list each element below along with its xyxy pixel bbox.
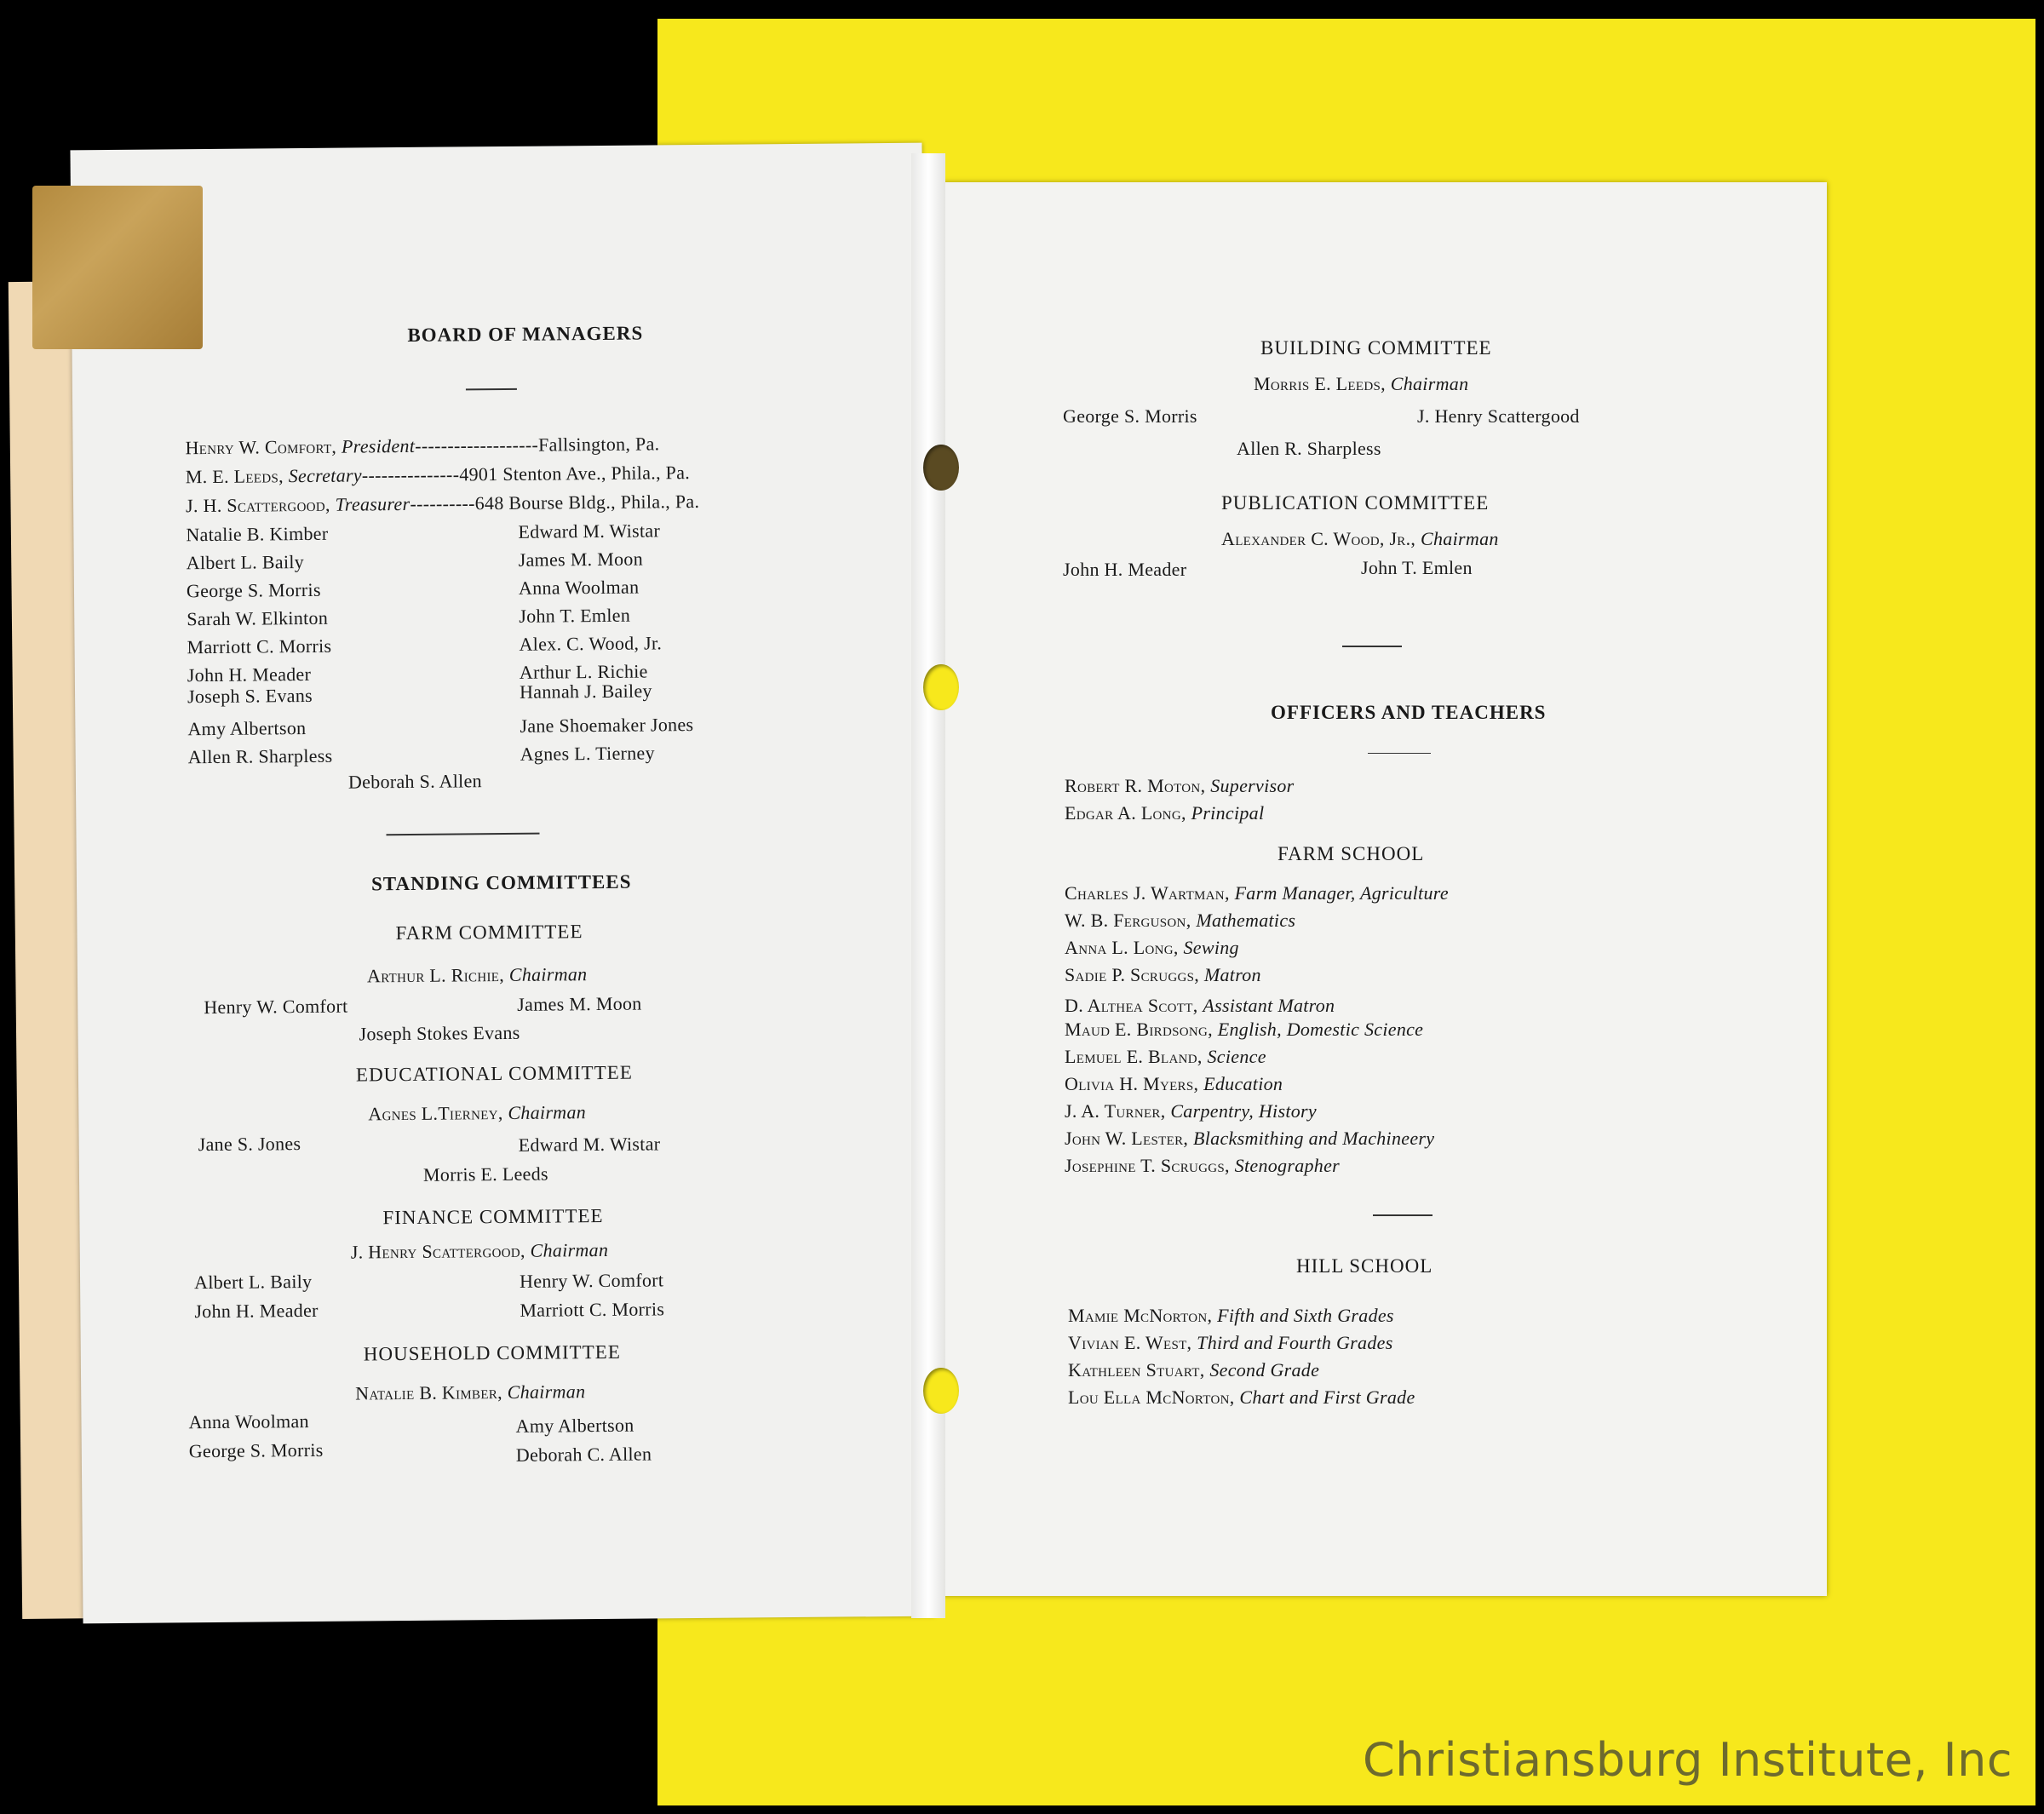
staff-entry: Lou Ella McNorton, Chart and First Grade <box>1068 1386 1415 1408</box>
staff-entry: Charles J. Wartman, Farm Manager, Agriculture <box>1065 882 1449 904</box>
member-name: Anna Woolman <box>518 576 640 599</box>
right-page <box>928 182 1827 1596</box>
committee-title: BUILDING COMMITTEE <box>1260 337 1492 359</box>
member-name: Alex. C. Wood, Jr. <box>519 632 663 655</box>
watermark: Christiansburg Institute, Inc <box>1363 1733 2013 1787</box>
committee-member: Albert L. Baily <box>193 1270 313 1294</box>
officers-title: OFFICERS AND TEACHERS <box>1271 702 1547 723</box>
officer-row: M. E. Leeds, Secretary---------------4901 Stenton Ave., Phila., Pa. <box>185 462 691 488</box>
staff-entry: Anna L. Long, Sewing <box>1065 937 1239 958</box>
binding-hole <box>923 664 959 710</box>
committee-member: Henry W. Comfort <box>204 995 348 1019</box>
committee-member: J. Henry Scattergood <box>1417 405 1580 427</box>
member-name: Natalie B. Kimber <box>186 522 329 546</box>
committee-member: James M. Moon <box>517 992 642 1015</box>
staff-entry: J. A. Turner, Carpentry, History <box>1065 1100 1317 1122</box>
member-name: Deborah S. Allen <box>347 770 483 793</box>
committee-chair: Morris E. Leeds, Chairman <box>1254 373 1469 394</box>
member-name: Sarah W. Elkinton <box>187 606 329 630</box>
committee-title: PUBLICATION COMMITTEE <box>1221 492 1490 514</box>
officer-row: Henry W. Comfort, President-------------------Fallsington, Pa. <box>185 433 660 459</box>
officer-entry: Edgar A. Long, Principal <box>1065 802 1265 824</box>
staff-entry: Sadie P. Scruggs, Matron <box>1065 964 1261 985</box>
committee-member: Amy Albertson <box>515 1414 634 1437</box>
member-name: John T. Emlen <box>519 604 631 627</box>
member-name: Arthur L. Richie <box>519 660 648 683</box>
staff-entry: Vivian E. West, Third and Fourth Grades <box>1068 1332 1393 1353</box>
committee-chair: J. Henry Scattergood, Chairman <box>350 1238 609 1263</box>
member-name: John H. Meader <box>187 663 312 686</box>
binding-hole <box>923 445 959 491</box>
section-divider <box>386 833 539 836</box>
committee-member: Joseph Stokes Evans <box>359 1021 520 1045</box>
member-name: Allen R. Sharpless <box>187 744 333 768</box>
committee-member: George S. Morris <box>188 1438 324 1462</box>
tape-tab <box>32 186 203 349</box>
member-name: Jane Shoemaker Jones <box>520 714 694 737</box>
member-name: Hannah J. Bailey <box>519 680 652 703</box>
staff-entry: Olivia H. Myers, Education <box>1065 1073 1283 1094</box>
committee-member: John H. Meader <box>1063 559 1187 580</box>
committee-member: Edward M. Wistar <box>518 1133 661 1156</box>
committee-chair: Alexander C. Wood, Jr., Chairman <box>1221 528 1499 549</box>
board-title: BOARD OF MANAGERS <box>407 322 644 346</box>
committee-title: HOUSEHOLD COMMITTEE <box>363 1340 621 1365</box>
staff-entry: Maud E. Birdsong, English, Domestic Science <box>1065 1019 1424 1040</box>
school-title: FARM SCHOOL <box>1278 843 1425 864</box>
committee-chair: Arthur L. Richie, Chairman <box>366 963 588 987</box>
committee-member: Jane S. Jones <box>198 1133 301 1156</box>
member-name: Albert L. Baily <box>186 551 305 574</box>
committee-title: FINANCE COMMITTEE <box>382 1204 604 1229</box>
committee-title: FARM COMMITTEE <box>395 921 583 944</box>
member-name: Edward M. Wistar <box>518 520 661 542</box>
member-name: George S. Morris <box>186 578 321 602</box>
member-name: Amy Albertson <box>187 717 307 740</box>
committee-member: Deborah C. Allen <box>515 1443 652 1466</box>
staff-entry: Mamie McNorton, Fifth and Sixth Grades <box>1068 1305 1394 1326</box>
committee-member: John T. Emlen <box>1361 557 1473 578</box>
staff-entry: Kathleen Stuart, Second Grade <box>1068 1359 1320 1381</box>
committee-chair: Agnes L.Tierney, Chairman <box>368 1101 587 1125</box>
section-divider <box>1373 1214 1433 1216</box>
staff-entry: Josephine T. Scruggs, Stenographer <box>1065 1155 1341 1176</box>
committee-member: Allen R. Sharpless <box>1237 438 1381 459</box>
binding-hole <box>923 1368 959 1414</box>
staff-entry: W. B. Ferguson, Mathematics <box>1065 910 1296 931</box>
section-divider <box>1342 646 1402 647</box>
officer-entry: Robert R. Moton, Supervisor <box>1065 775 1295 796</box>
committee-member: George S. Morris <box>1063 405 1197 427</box>
staff-entry: Lemuel E. Bland, Science <box>1065 1046 1266 1067</box>
officer-row: J. H. Scattergood, Treasurer----------648 Bourse Bldg., Phila., Pa. <box>186 490 700 517</box>
ornament-rule <box>466 388 517 391</box>
committee-title: EDUCATIONAL COMMITTEE <box>355 1061 633 1086</box>
committee-member: Marriott C. Morris <box>520 1298 665 1321</box>
committee-chair: Natalie B. Kimber, Chairman <box>355 1381 586 1404</box>
member-name: Agnes L. Tierney <box>520 742 655 765</box>
standing-committees-title: STANDING COMMITTEES <box>370 870 632 895</box>
school-title: HILL SCHOOL <box>1296 1255 1433 1277</box>
member-name: James M. Moon <box>518 548 644 571</box>
staff-entry: John W. Lester, Blacksmithing and Machineery <box>1065 1128 1435 1149</box>
member-name: Marriott C. Morris <box>187 634 332 658</box>
committee-member: Henry W. Comfort <box>519 1269 664 1292</box>
committee-member: Morris E. Leeds <box>422 1162 548 1185</box>
member-name: Joseph S. Evans <box>187 684 313 708</box>
committee-member: John H. Meader <box>194 1299 319 1323</box>
staff-entry: D. Althea Scott, Assistant Matron <box>1065 995 1335 1016</box>
committee-member: Anna Woolman <box>188 1410 309 1433</box>
ornament-rule <box>1368 753 1431 754</box>
left-page <box>70 143 934 1624</box>
